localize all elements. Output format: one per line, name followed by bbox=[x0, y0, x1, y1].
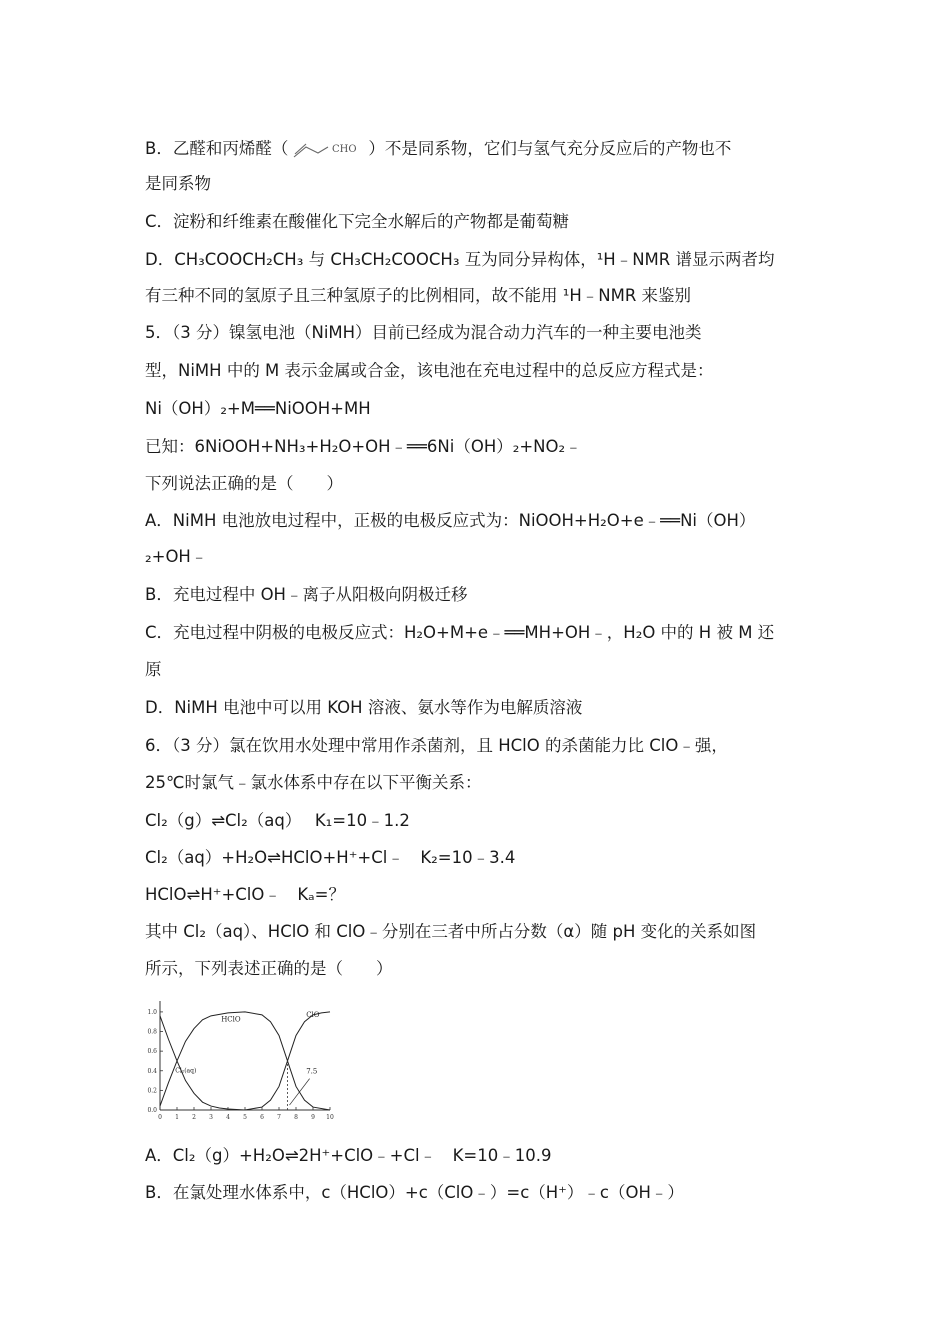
q6-option-b: B．在氯处理水体系中，c（HClO）+c（ClO﹣）=c（H⁺）﹣c（OH﹣） bbox=[145, 1183, 684, 1202]
x-tick-label: 3 bbox=[209, 1114, 213, 1121]
q4-b-pre: B．乙醛和丙烯醛（ bbox=[145, 139, 289, 158]
q4-option-d-line2: 有三种不同的氢原子且三种氢原子的比例相同，故不能用 ¹H﹣NMR 来鉴别 bbox=[145, 286, 692, 305]
q6-stem-line2: 25℃时氯气﹣氯水体系中存在以下平衡关系： bbox=[145, 773, 482, 792]
q5-option-a-line1: A．NiMH 电池放电过程中，正极的电极反应式为：NiOOH+H₂O+e﹣══Ni（OH） bbox=[145, 511, 756, 530]
y-tick-label: 0.4 bbox=[147, 1067, 157, 1075]
x-tick-label: 9 bbox=[311, 1114, 315, 1121]
q5-equation-1: Ni（OH）₂+M══NiOOH+MH bbox=[145, 399, 371, 418]
q6-equation-3: HClO⇌H⁺+ClO﹣ Kₐ=？ bbox=[145, 885, 345, 904]
label-clo: ClO bbox=[306, 1010, 320, 1019]
x-tick-label: 4 bbox=[226, 1114, 230, 1121]
x-tick-label: 6 bbox=[260, 1114, 264, 1121]
q4-option-b bbox=[145, 138, 731, 161]
q4-b-cont: 是同系物 bbox=[145, 174, 211, 193]
series-hclo bbox=[160, 1012, 330, 1110]
q5-option-c-line2: 原 bbox=[145, 660, 162, 679]
series-cl2aq bbox=[160, 1016, 245, 1110]
q5-stem-line1: 5．（3 分）镍氢电池（NiMH）目前已经成为混合动力汽车的一种主要电池类 bbox=[145, 323, 702, 342]
q5-option-b: B．充电过程中 OH﹣离子从阳极向阴极迁移 bbox=[145, 585, 468, 604]
y-tick-label: 0.0 bbox=[147, 1107, 157, 1114]
alpha-ph-chart bbox=[140, 995, 345, 1125]
x-tick-label: 10 bbox=[326, 1114, 334, 1121]
label-hclo: HClO bbox=[221, 1015, 241, 1024]
q6-description-line2: 所示，下列表述正确的是（ ） bbox=[145, 959, 393, 978]
acrolein-structure-icon bbox=[288, 139, 368, 161]
x-tick-label: 1 bbox=[175, 1114, 179, 1121]
q5-option-d: D．NiMH 电池中可以用 KOH 溶液、氨水等作为电解质溶液 bbox=[145, 698, 583, 717]
q5-equation-2: 已知：6NiOOH+NH₃+H₂O+OH﹣══6Ni（OH）₂+NO₂﹣ bbox=[145, 437, 582, 456]
q6-stem-line1: 6．（3 分）氯在饮用水处理中常用作杀菌剂，且 HClO 的杀菌能力比 ClO﹣强， bbox=[145, 736, 728, 755]
y-tick-label: 0.6 bbox=[147, 1048, 157, 1056]
q5-option-c-line1: C．充电过程中阴极的电极反应式：H₂O+M+e﹣══MH+OH﹣，H₂O 中的 H 被 M 还 bbox=[145, 623, 775, 642]
x-tick-label: 8 bbox=[294, 1114, 298, 1121]
q4-option-c: C．淀粉和纤维素在酸催化下完全水解后的产物都是葡萄糖 bbox=[145, 212, 570, 231]
structure-cho-label: CHO bbox=[332, 143, 357, 155]
annotation-label: 7.5 bbox=[306, 1067, 318, 1076]
y-tick-label: 1.0 bbox=[147, 1008, 157, 1016]
q5-stem-line2: 型，NiMH 中的 M 表示金属或合金，该电池在充电过程中的总反应方程式是： bbox=[145, 361, 714, 380]
x-tick-label: 5 bbox=[243, 1114, 247, 1121]
y-tick-label: 0.8 bbox=[147, 1028, 157, 1036]
q5-option-a-line2: ₂+OH﹣ bbox=[145, 547, 208, 566]
annotation-pointer bbox=[290, 1079, 310, 1105]
q4-b-post: ）不是同系物，它们与氢气充分反应后的产物也不 bbox=[368, 139, 732, 158]
q6-equation-1: Cl₂（g）⇌Cl₂（aq） K₁=10﹣1.2 bbox=[145, 811, 410, 830]
label-cl2aq: Cl₂(aq) bbox=[175, 1067, 197, 1075]
x-tick-label: 0 bbox=[158, 1114, 162, 1121]
x-tick-label: 7 bbox=[277, 1114, 281, 1121]
q6-option-a: A．Cl₂（g）+H₂O⇌2H⁺+ClO﹣+Cl﹣ K=10﹣10.9 bbox=[145, 1146, 552, 1165]
y-tick-label: 0.2 bbox=[147, 1087, 157, 1095]
q6-equation-2: Cl₂（aq）+H₂O⇌HClO+H⁺+Cl﹣ K₂=10﹣3.4 bbox=[145, 848, 516, 867]
x-tick-label: 2 bbox=[192, 1114, 196, 1121]
q5-question: 下列说法正确的是（ ） bbox=[145, 474, 343, 493]
q4-option-d-line1: D．CH₃COOCH₂CH₃ 与 CH₃CH₂COOCH₃ 互为同分异构体，¹H﹣NMR 谱显示两者均 bbox=[145, 250, 775, 269]
q6-description-line1: 其中 Cl₂（aq）、HClO 和 ClO﹣分别在三者中所占分数（α）随 pH 变化的关系如图 bbox=[145, 922, 757, 941]
